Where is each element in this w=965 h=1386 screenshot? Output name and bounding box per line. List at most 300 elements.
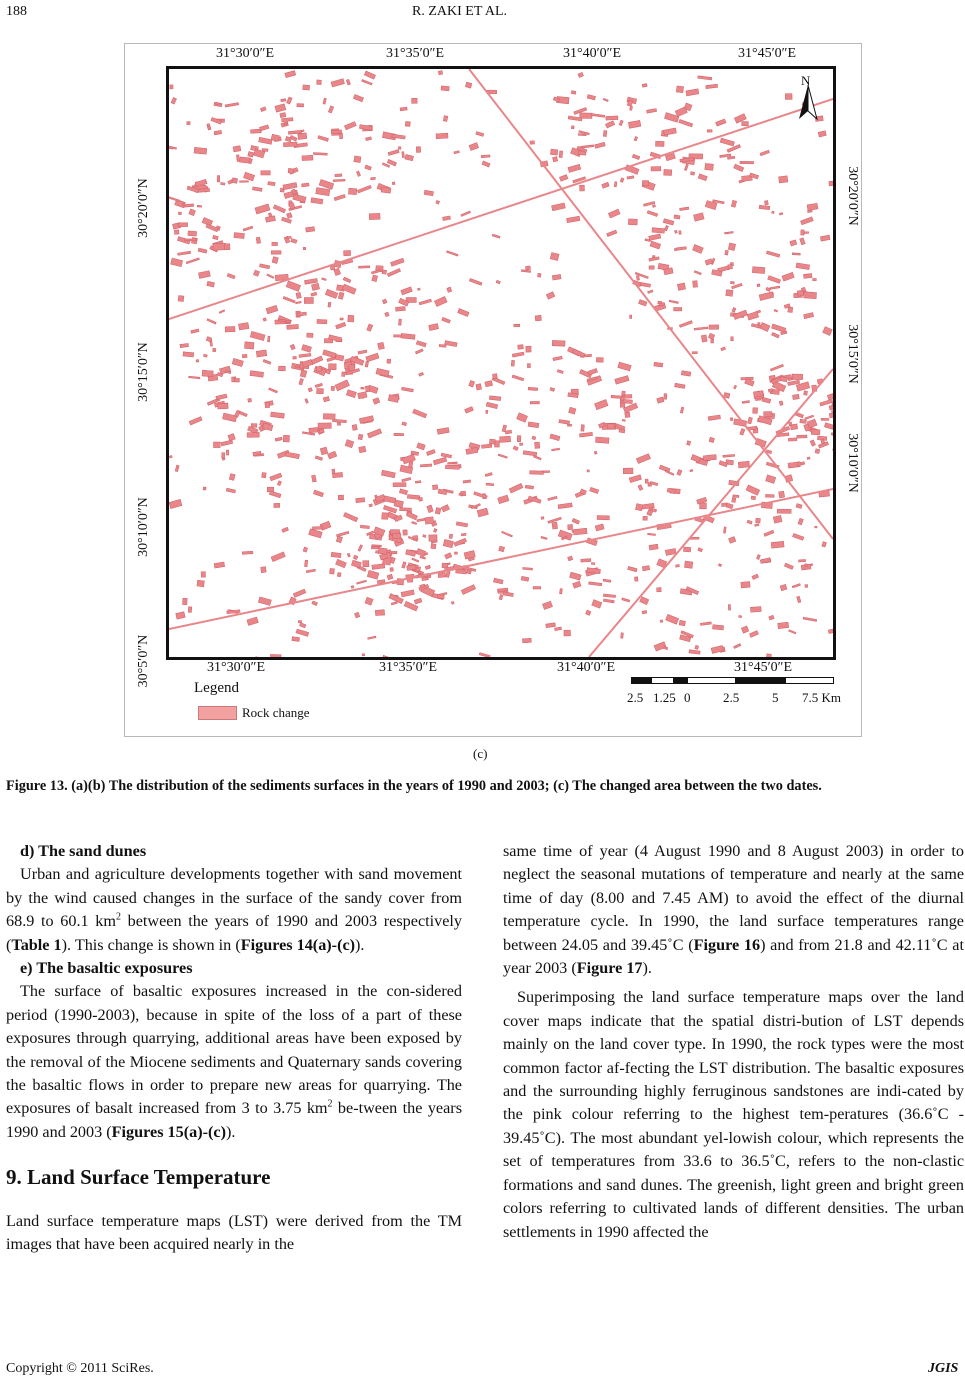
change-patch <box>337 573 341 577</box>
change-patch <box>293 194 306 202</box>
change-patch <box>571 126 574 129</box>
change-patch <box>259 264 269 269</box>
change-patch <box>690 172 694 176</box>
change-patch <box>542 601 552 609</box>
change-patch <box>340 318 343 320</box>
change-patch <box>645 479 648 483</box>
change-patch <box>461 585 475 595</box>
change-patch <box>252 187 262 192</box>
change-patch <box>797 596 801 603</box>
change-patch <box>360 525 369 529</box>
change-patch <box>742 122 749 126</box>
change-patch <box>552 203 566 211</box>
change-patch <box>810 440 815 446</box>
change-patch <box>559 175 568 182</box>
change-patch <box>402 562 406 569</box>
change-patch <box>755 524 759 526</box>
scale-label: 2.5 <box>627 690 644 705</box>
change-patch <box>619 429 625 433</box>
change-patch <box>681 371 691 377</box>
change-patch <box>449 534 453 539</box>
change-patch <box>728 243 735 251</box>
change-patch <box>317 388 324 393</box>
change-patch <box>393 534 401 539</box>
change-patch <box>272 257 278 264</box>
change-patch <box>550 253 559 261</box>
change-patch <box>328 451 337 459</box>
change-patch <box>581 145 594 148</box>
section-heading: 9. Land Surface Temperature <box>6 1165 271 1190</box>
change-patch <box>597 516 609 520</box>
change-patch <box>532 436 536 440</box>
change-patch <box>602 182 610 188</box>
change-patch <box>371 177 376 180</box>
change-patch <box>792 374 803 380</box>
change-patch <box>226 488 235 493</box>
change-patch <box>708 333 714 339</box>
change-patch <box>640 597 649 605</box>
change-patch <box>351 585 354 588</box>
change-patch <box>372 564 385 570</box>
change-patch <box>436 133 448 139</box>
change-patch <box>603 599 614 603</box>
change-patch <box>628 219 637 225</box>
change-patch <box>552 522 558 529</box>
change-patch <box>368 636 376 639</box>
change-patch <box>170 85 173 89</box>
map-top-label: 31°45′0″E <box>738 46 797 61</box>
change-patch <box>323 414 335 420</box>
figure-caption <box>6 776 958 796</box>
change-patch <box>648 533 656 536</box>
change-patch <box>419 299 432 305</box>
change-patch <box>331 552 341 557</box>
change-patch <box>466 447 478 454</box>
change-patch <box>415 349 423 354</box>
change-patch <box>503 592 513 597</box>
change-patch <box>382 163 389 168</box>
change-patch <box>730 281 734 284</box>
change-patch <box>311 292 317 296</box>
change-patch <box>302 155 313 160</box>
change-patch <box>527 364 530 368</box>
change-patch <box>261 567 267 573</box>
change-patch <box>572 518 580 524</box>
change-patch <box>336 322 346 329</box>
change-patch <box>277 481 281 486</box>
change-patch <box>244 172 255 181</box>
change-patch <box>625 412 630 418</box>
change-patch <box>792 584 800 588</box>
change-patch <box>533 587 541 590</box>
change-patch <box>425 517 434 524</box>
change-patch <box>225 327 235 332</box>
change-patch <box>797 435 807 438</box>
change-patch <box>290 344 295 349</box>
change-patch <box>780 377 787 382</box>
change-patch <box>505 430 512 434</box>
change-patch <box>179 223 188 227</box>
change-patch <box>456 569 467 574</box>
change-patch <box>308 388 312 392</box>
change-patch <box>694 213 705 221</box>
change-patch <box>764 412 772 417</box>
change-patch <box>654 362 663 367</box>
change-patch <box>330 568 335 574</box>
scale-bar <box>631 677 843 685</box>
change-patch <box>365 597 373 605</box>
change-patch <box>359 416 373 424</box>
change-patch <box>580 113 592 119</box>
change-patch <box>234 378 239 382</box>
change-patch <box>676 247 686 251</box>
change-patch <box>366 137 372 141</box>
change-patch <box>448 462 458 464</box>
change-patch <box>628 120 641 128</box>
paragraph: The surface of basaltic exposures increased in the con-sidered period (1990-2003), because in spite of the loss of a part of these exposures through quarrying, additional areas have been exposed by the removal of the Miocene sediments and Quaternary sands covering the basaltic flows in order to prepare new areas for quarrying. The exposures of basalt increased from 3 to 3.75 $km^2$ be-tween the years 1990 and 2003 (Figures 15(a)-(c)). <box>6 982 462 1141</box>
change-patch <box>358 434 363 440</box>
change-patch <box>183 598 188 605</box>
change-patch <box>535 442 540 448</box>
change-patch <box>217 176 220 182</box>
change-patch <box>777 509 791 513</box>
change-patch <box>686 89 699 96</box>
change-patch <box>391 602 397 605</box>
change-patch <box>213 243 226 250</box>
change-patch <box>280 113 286 118</box>
change-patch <box>323 350 337 358</box>
change-patch <box>334 194 345 200</box>
change-patch <box>614 182 617 187</box>
change-patch <box>642 565 650 570</box>
change-patch <box>265 403 269 408</box>
change-patch <box>603 579 611 582</box>
change-patch <box>768 276 781 284</box>
change-patch <box>207 124 210 127</box>
change-patch <box>309 529 323 538</box>
change-patch <box>620 178 624 183</box>
change-patch <box>297 104 304 107</box>
change-patch <box>789 630 797 634</box>
change-patch <box>394 500 403 508</box>
change-patch <box>603 98 608 101</box>
change-patch <box>338 292 344 299</box>
change-patch <box>651 167 661 171</box>
change-patch <box>248 398 252 402</box>
change-patch <box>621 633 624 638</box>
change-patch <box>270 654 281 657</box>
change-patch <box>820 399 832 406</box>
change-patch <box>365 361 368 367</box>
change-patch <box>260 107 266 112</box>
change-patch <box>342 284 356 294</box>
change-patch <box>782 272 794 281</box>
change-patch <box>405 121 410 126</box>
change-patch <box>242 354 247 358</box>
change-patch <box>829 181 833 186</box>
change-patch <box>558 503 572 509</box>
change-patch <box>647 211 658 217</box>
change-patch <box>642 84 647 88</box>
change-patch <box>528 422 539 428</box>
change-patch <box>407 512 418 520</box>
change-patch <box>356 171 360 176</box>
change-patch <box>225 244 231 250</box>
change-patch <box>358 350 367 354</box>
change-patch <box>716 119 726 126</box>
change-patch <box>760 558 770 564</box>
change-patch <box>306 227 315 232</box>
change-patch <box>684 164 688 170</box>
change-patch <box>416 147 420 153</box>
change-patch <box>458 309 470 317</box>
change-patch <box>381 187 391 193</box>
change-patch <box>169 145 173 149</box>
change-patch <box>690 537 699 539</box>
change-patch <box>291 239 297 244</box>
change-patch <box>530 471 544 475</box>
change-patch <box>680 407 684 413</box>
change-patch <box>788 307 793 312</box>
paragraph: Urban and agriculture developments together with sand movement by the wind caused changes in the surface of the sandy cover from 68.9 to 60.1 $km^2$ between the years of 1990 and 2003 respectively (Table 1). This change is shown in (Figures 14(a)-(c)). <box>6 865 462 954</box>
change-patch <box>372 275 378 282</box>
change-patch <box>437 595 444 599</box>
change-patch <box>214 442 221 448</box>
change-patch <box>311 198 323 205</box>
change-patch <box>407 495 420 500</box>
change-patch <box>345 440 354 448</box>
change-patch <box>679 620 685 626</box>
change-patch <box>664 646 668 649</box>
change-patch <box>303 247 306 250</box>
change-patch <box>773 515 782 523</box>
map-top-label: 31°40′0″E <box>563 46 622 61</box>
change-patch <box>485 381 493 387</box>
change-patch <box>780 584 787 590</box>
change-patch <box>592 600 602 609</box>
change-patch <box>741 626 748 633</box>
change-patch <box>439 344 446 347</box>
change-patch <box>623 403 637 413</box>
change-patch <box>461 533 466 536</box>
change-patch <box>234 233 245 239</box>
change-patch <box>463 480 471 483</box>
change-patch <box>239 323 249 330</box>
change-patch <box>372 545 382 547</box>
change-patch <box>573 581 581 588</box>
change-patch <box>226 450 228 455</box>
change-patch <box>434 297 447 307</box>
change-patch <box>766 494 775 497</box>
change-patch <box>216 394 227 400</box>
change-patch <box>401 333 415 339</box>
change-patch <box>402 387 414 392</box>
change-patch <box>525 266 530 270</box>
copyright: Copyright © 2011 SciRes. <box>6 1361 154 1376</box>
change-patch <box>805 415 814 419</box>
change-patch <box>313 153 327 156</box>
change-patch <box>559 151 563 158</box>
change-patch <box>186 258 199 264</box>
change-patch <box>236 155 239 162</box>
change-patch <box>319 179 334 189</box>
change-patch <box>595 524 604 531</box>
change-patch <box>325 289 338 298</box>
change-patch <box>664 169 672 175</box>
change-patch <box>559 589 562 594</box>
change-patch <box>197 205 201 207</box>
change-patch <box>312 527 322 530</box>
change-patch <box>221 182 225 185</box>
change-patch <box>381 470 395 478</box>
change-patch <box>804 313 814 319</box>
change-patch <box>738 461 749 468</box>
change-patch <box>798 518 803 525</box>
change-patch <box>579 432 592 437</box>
map-right-label: 30°15′0″N <box>845 324 860 384</box>
change-patch <box>469 380 475 387</box>
change-patch <box>376 368 389 376</box>
change-patch <box>764 530 774 536</box>
change-patch <box>691 455 701 463</box>
change-patch <box>694 271 701 275</box>
change-patch <box>721 347 726 351</box>
change-patch <box>723 527 726 533</box>
change-patch <box>429 535 437 541</box>
change-patch <box>288 168 294 173</box>
change-patch <box>354 156 361 163</box>
map-top-label: 31°35′0″E <box>386 46 445 61</box>
change-patch <box>353 555 358 560</box>
change-patch <box>751 496 756 500</box>
change-patch <box>733 495 739 498</box>
change-patch <box>630 106 633 110</box>
change-patch <box>435 508 441 515</box>
change-patch <box>447 287 452 292</box>
change-patch <box>228 434 235 441</box>
change-patch <box>608 424 615 430</box>
change-patch <box>178 251 191 255</box>
change-patch <box>550 387 555 391</box>
change-patch <box>431 544 436 549</box>
change-patch <box>201 572 205 578</box>
change-patch <box>307 333 313 338</box>
change-patch <box>405 154 414 160</box>
change-patch <box>728 605 730 611</box>
change-patch <box>183 352 194 357</box>
change-patch <box>442 563 448 568</box>
change-patch <box>248 152 254 158</box>
change-patch <box>169 499 182 508</box>
change-patch <box>266 305 278 314</box>
change-patch <box>643 516 648 520</box>
change-patch <box>772 332 780 338</box>
change-patch <box>578 72 584 77</box>
change-patch <box>390 568 393 572</box>
change-patch <box>198 271 210 279</box>
change-patch <box>304 298 313 304</box>
map-left-label: 30°5′0″N <box>136 634 151 688</box>
change-patch <box>424 190 433 196</box>
change-patch <box>726 503 733 509</box>
change-patch <box>752 267 765 274</box>
change-patch <box>793 394 800 399</box>
change-patch <box>591 563 595 565</box>
change-patch <box>302 345 312 353</box>
change-patch <box>595 142 606 148</box>
change-patch <box>198 248 207 253</box>
change-patch <box>303 85 310 90</box>
change-patch <box>807 457 810 460</box>
change-patch <box>171 97 177 104</box>
change-patch <box>328 106 333 113</box>
change-patch <box>185 239 197 241</box>
change-patch <box>275 104 286 112</box>
change-patch <box>568 556 573 561</box>
change-patch <box>313 490 323 497</box>
change-patch <box>282 527 289 532</box>
change-patch <box>347 553 350 557</box>
change-patch <box>367 324 373 331</box>
change-patch <box>299 378 304 385</box>
change-patch <box>357 580 367 584</box>
change-patch <box>398 147 401 150</box>
change-patch <box>521 270 530 273</box>
change-patch <box>766 475 776 484</box>
change-patch <box>683 547 690 552</box>
change-patch <box>437 428 449 435</box>
change-patch <box>752 574 759 579</box>
change-patch <box>456 522 468 527</box>
change-patch <box>760 323 770 332</box>
change-patch <box>663 128 676 135</box>
change-patch <box>587 95 595 100</box>
change-patch <box>432 485 437 490</box>
change-patch <box>676 86 683 93</box>
change-patch <box>778 622 789 629</box>
change-patch <box>454 538 467 546</box>
change-patch <box>712 625 723 630</box>
figure-label: Figure 13. <box>6 778 68 794</box>
change-patch <box>232 178 238 184</box>
change-patch <box>388 150 399 156</box>
change-patch <box>387 574 393 580</box>
map-bottom-label: 31°35′0″E <box>379 660 438 675</box>
change-patch <box>251 424 257 428</box>
change-patch <box>375 610 384 616</box>
change-patch <box>316 366 322 372</box>
change-patch <box>331 386 335 390</box>
change-patch <box>366 353 379 362</box>
change-patch <box>535 315 541 321</box>
change-patch <box>267 274 274 278</box>
map-bottom-label: 31°45′0″E <box>734 660 793 675</box>
change-patch <box>317 80 322 85</box>
change-patch <box>663 219 674 225</box>
change-patch <box>627 176 634 179</box>
change-patch <box>442 317 451 323</box>
change-patch <box>498 454 507 458</box>
map-left-label: 30°15′0″N <box>136 342 151 402</box>
change-patch <box>387 359 391 363</box>
change-patch <box>459 493 463 496</box>
change-patch <box>550 149 557 155</box>
change-patch <box>796 263 810 270</box>
change-patch <box>807 203 818 210</box>
change-patch <box>446 251 458 256</box>
change-patch <box>693 281 698 288</box>
change-patch <box>512 375 524 381</box>
